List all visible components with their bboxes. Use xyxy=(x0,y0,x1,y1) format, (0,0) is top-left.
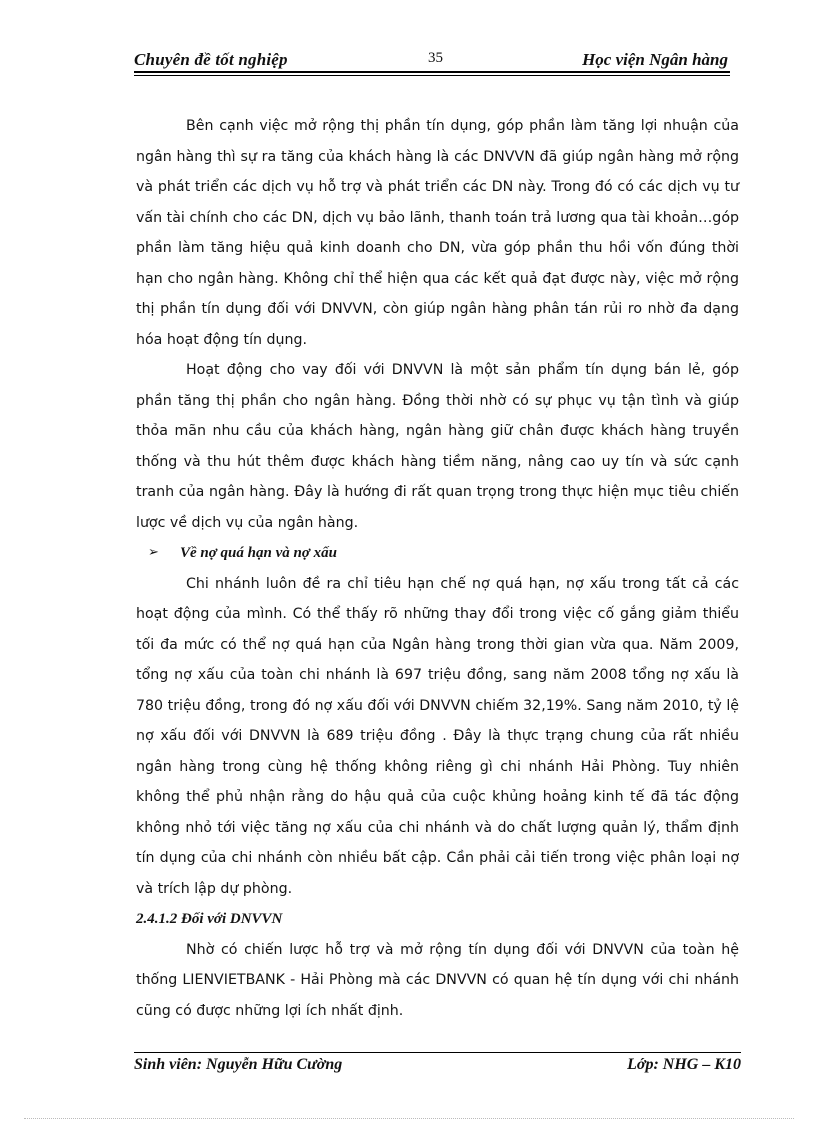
header-divider-thin xyxy=(134,75,730,76)
header-institution: Học viện Ngân hàng xyxy=(582,50,728,69)
page-bottom-edge xyxy=(24,1118,794,1119)
footer-student-name: Sinh viên: Nguyễn Hữu Cường xyxy=(134,1056,343,1073)
body-paragraph: Hoạt động cho vay đối với DNVVN là một sản phẩm tín dụng bán lẻ, góp phần tăng thị phần cho ngân hàng. Đồng thời nhờ có sự phục vụ tận tình và giúp thỏa mãn nhu cầu của khách hàng, ngân hàng giữ chân được khách hàng truyền thống và thu hút thêm được khách hàng tiềm năng, nâng cao uy tín và sức cạnh tranh của ngân hàng. Đây là hướng đi rất quan trọng trong thực hiện mục tiêu chiến lược về dịch vụ của ngân hàng. xyxy=(136,362,739,531)
section-heading: 2.4.1.2 Đối với DNVVN xyxy=(136,911,283,927)
footer-class: Lớp: NHG – K10 xyxy=(627,1056,741,1073)
subheading-text: Về nợ quá hạn và nợ xấu xyxy=(180,545,337,561)
body-paragraph: Bên cạnh việc mở rộng thị phần tín dụng, góp phần làm tăng lợi nhuận của ngân hàng thì sự ra tăng của khách hàng là các DNVVN đã giúp ngân hàng mở rộng và phát triển các dịch vụ hỗ trợ và phát triển các DN này. Trong đó có các dịch vụ tư vấn tài chính cho các DN, dịch vụ bảo lãnh, thanh toán trả lương qua tài khoản…góp phần làm tăng hiệu quả kinh doanh cho DN, vừa góp phần thu hồi vốn đúng thời hạn cho ngân hàng. Không chỉ thể hiện qua các kết quả đạt được này, việc mở rộng thị phần tín dụng đối với DNVVN, còn giúp ngân hàng phân tán rủi ro nhờ đa dạng hóa hoạt động tín dụng. xyxy=(136,118,739,348)
page-footer xyxy=(134,1055,741,1079)
page-body xyxy=(136,111,739,1026)
body-paragraph: Nhờ có chiến lược hỗ trợ và mở rộng tín dụng đối với DNVVN của toàn hệ thống LIENVIETBANK - Hải Phòng mà các DNVVN có quan hệ tín dụng với chi nhánh cũng có được những lợi ích nhất định. xyxy=(136,941,739,1019)
bullet-subheading xyxy=(136,538,739,569)
arrowhead-bullet-icon: ➢ xyxy=(148,545,159,560)
body-paragraph: Chi nhánh luôn đề ra chỉ tiêu hạn chế nợ quá hạn, nợ xấu trong tất cả các hoạt động của mình. Có thể thấy rõ những thay đổi trong việc cố gắng giảm thiểu tối đa mức có thể nợ quá hạn của Ngân hàng trong thời gian vừa qua. Năm 2009, tổng nợ xấu của toàn chi nhánh là 697 triệu đồng, sang năm 2008 tổng nợ xấu là 780 triệu đồng, trong đó nợ xấu đối với DNVVN chiếm 32,19%. Sang năm 2010, tỷ lệ nợ xấu đối với DNVVN là 689 triệu đồng . Đây là thực trạng chung của rất nhiều ngân hàng trong cùng hệ thống không riêng gì chi nhánh Hải Phòng. Tuy nhiên không thể phủ nhận rằng do hậu quả của cuộc khủng hoảng kinh tế đã tác động không nhỏ tới việc tăng nợ xấu của chi nhánh và do chất lượng quản lý, thẩm định tín dụng của chi nhánh còn nhiều bất cập. Cần phải cải tiến trong việc phân loại nợ và trích lập dự phòng. xyxy=(136,575,739,897)
page-header xyxy=(134,46,728,72)
footer-divider xyxy=(134,1052,741,1053)
header-document-type: Chuyên đề tốt nghiệp xyxy=(134,50,288,69)
header-divider-thick xyxy=(134,71,730,73)
page-number: 35 xyxy=(428,50,443,66)
